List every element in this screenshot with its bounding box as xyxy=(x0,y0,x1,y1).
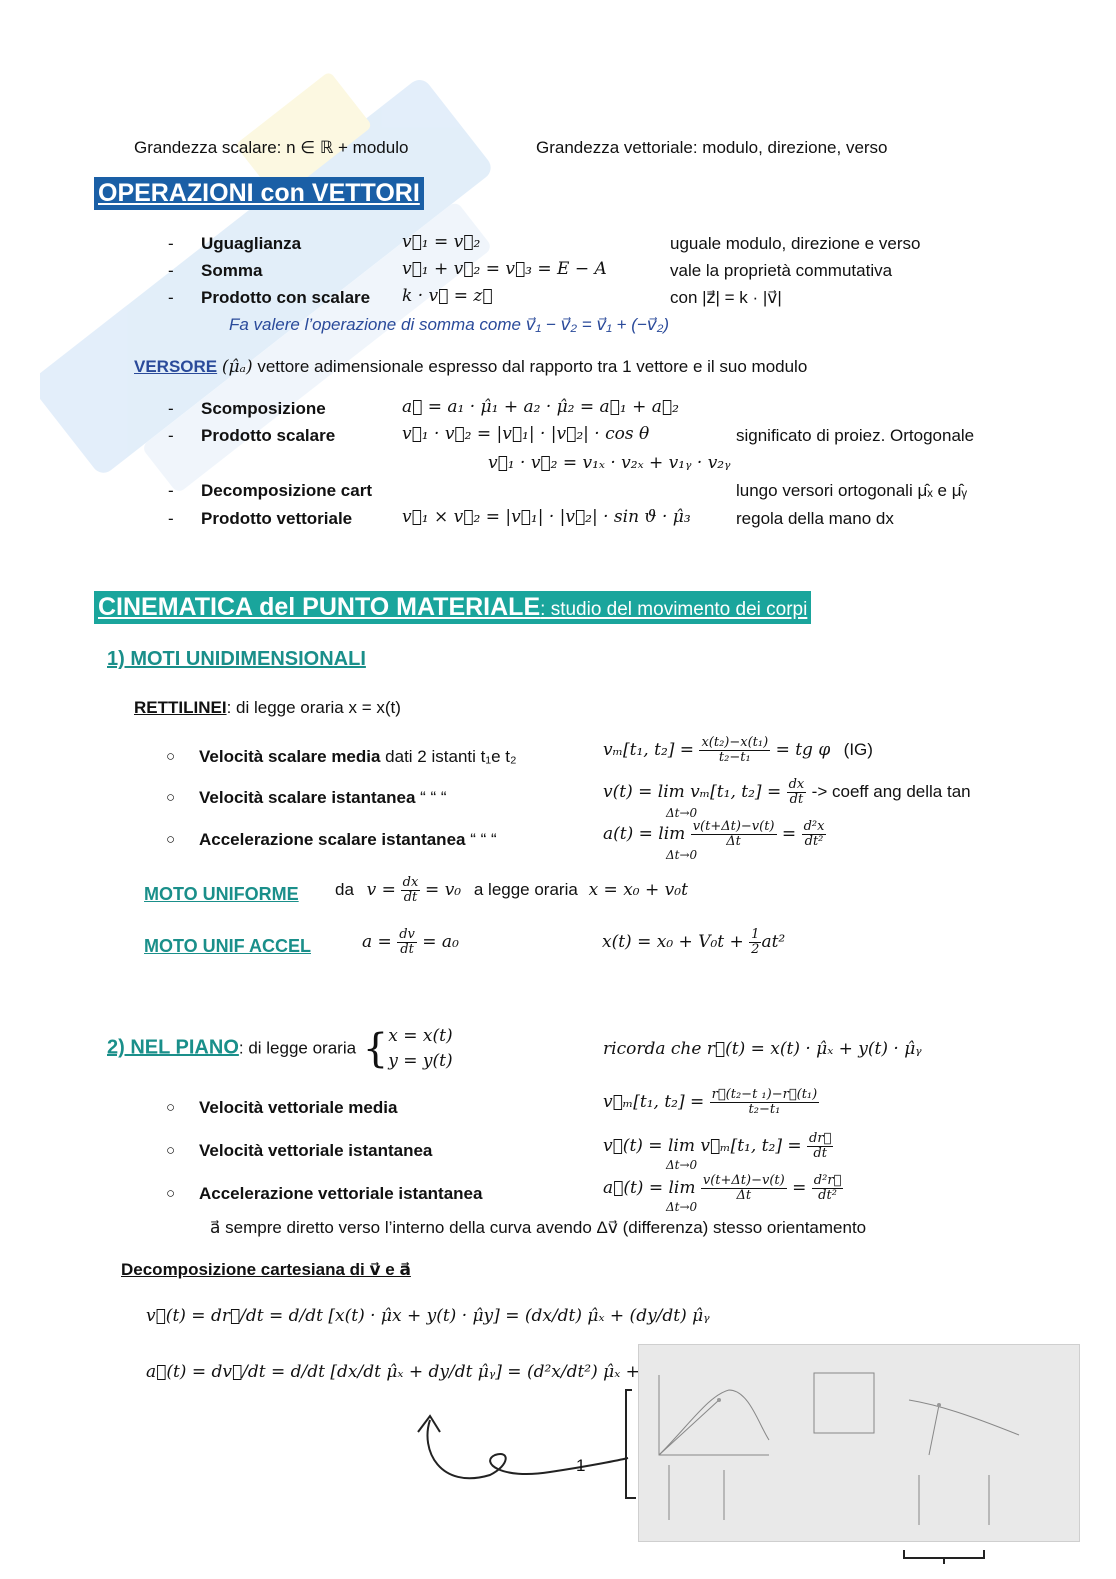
bullet-dash: - xyxy=(168,426,174,445)
acc-vett-ist-label: Accelerazione vettoriale istantanea xyxy=(199,1184,483,1203)
versore-label-prodotto-scalare: Prodotto scalare xyxy=(201,426,336,445)
section-title-operazioni: OPERAZIONI con VETTORI xyxy=(94,177,424,210)
versore-formula-prodotto-vettoriale: v⃗₁ × v⃗₂ = |v⃗₁| · |v⃗₂| · sin ϑ · μ̂₃ xyxy=(402,507,691,527)
fraction-denominator: Δt xyxy=(726,834,741,849)
accelerazione-note: a⃗ sempre diretto verso l’interno della curva avendo Δv⃗ (differenza) stesso orientamento xyxy=(210,1218,867,1237)
formula-lhs: vₘ[t₁, t₂] = xyxy=(603,740,695,760)
versore-desc-prodotto-vettoriale: regola della mano dx xyxy=(736,509,894,528)
fraction-denominator: 2 xyxy=(751,942,760,957)
rettilinei-line xyxy=(134,698,401,718)
acc-scalare-ist-label xyxy=(199,830,497,850)
formula-rhs: = xyxy=(792,1178,807,1198)
decomposizione-title: Decomposizione cartesiana di v⃗ e a⃗ xyxy=(121,1260,411,1279)
limit-subscript: Δt→0 xyxy=(666,1158,698,1172)
system-eq-y: y = y(t) xyxy=(388,1051,453,1071)
formula-rhs: = xyxy=(781,824,797,844)
moto-uniforme-label: MOTO UNIFORME xyxy=(144,884,299,904)
moto-unif-accel-formula xyxy=(362,928,459,957)
bullet-circle: ○ xyxy=(166,748,176,765)
acc-scalare-ist-name: Accelerazione scalare istantanea xyxy=(199,830,466,849)
limit-subscript: Δt→0 xyxy=(666,806,698,820)
versore-line xyxy=(134,357,807,377)
fraction-numerator: d²x xyxy=(803,819,825,834)
vel-scalare-media-formula xyxy=(603,736,873,765)
vel-scalare-ist-name: Velocità scalare istantanea xyxy=(199,788,416,807)
fraction-numerator: dx xyxy=(788,777,805,792)
cinematica-subtitle: : studio del movimento dei corpi xyxy=(540,599,808,620)
op-label-prodotto-scalare: Prodotto con scalare xyxy=(201,288,371,307)
versore-symbol: (μ̂ₐ) xyxy=(221,357,253,377)
vel-scalare-ist-formula xyxy=(603,778,971,807)
vel-scalare-media-extra: dati 2 istanti t₁e t₂ xyxy=(380,747,517,766)
fraction-numerator: dx xyxy=(402,875,419,890)
fraction-denominator: t₂−t₁ xyxy=(718,750,751,765)
cinematica-title: CINEMATICA del PUNTO MATERIALE xyxy=(98,593,541,621)
scalar-definition: Grandezza scalare: n ∈ ℝ + modulo xyxy=(134,138,409,157)
fraction-numerator: x(t₂)−x(t₁) xyxy=(701,735,769,750)
fraction-numerator: v(t+Δt)−v(t) xyxy=(692,819,775,834)
vel-vett-media-formula xyxy=(603,1088,819,1117)
fraction-denominator: dt² xyxy=(804,834,824,849)
bullet-dash: - xyxy=(168,234,174,253)
fraction-numerator: dr⃗ xyxy=(809,1131,832,1146)
vel-scalare-ist-label xyxy=(199,788,447,808)
bullet-circle: ○ xyxy=(166,831,176,848)
versore-text: vettore adimensionale espresso dal rapporto tra 1 vettore e il suo modulo xyxy=(257,357,808,376)
vector-definition: Grandezza vettoriale: modulo, direzione, verso xyxy=(536,138,888,157)
fraction-numerator: v(t+Δt)−v(t) xyxy=(702,1173,785,1188)
law-part-a: x(t) = x₀ + V₀t + xyxy=(602,932,744,952)
versore-desc-decomposizione: lungo versori ortogonali μ̂ₓ e μ̂ᵧ xyxy=(736,481,967,500)
op-label-somma: Somma xyxy=(201,261,263,280)
bullet-dash: - xyxy=(168,261,174,280)
op-desc-prodotto-scalare: con |z⃗| = k · |v⃗| xyxy=(670,288,782,307)
moto-unif-accel-law xyxy=(602,928,785,957)
formula-lhs: v(t) = lim vₘ[t₁, t₂] = xyxy=(603,782,782,802)
ricorda-note: ricorda che r⃗(t) = x(t) · μ̂ₓ + y(t) · μ̂ᵧ xyxy=(603,1039,922,1059)
moti-unidimensionali-title: 1) MOTI UNIDIMENSIONALI xyxy=(107,648,366,670)
legge-oraria-text: a legge oraria xyxy=(473,879,578,899)
acc-vett-ist-formula xyxy=(603,1174,843,1203)
acc-scalare-ist-extra: “ “ “ xyxy=(465,830,497,849)
da-word: da xyxy=(335,879,354,899)
formula-lhs: v⃗ₘ[t₁, t₂] = xyxy=(603,1092,705,1112)
fraction-denominator: dt xyxy=(789,792,804,807)
limit-subscript: Δt→0 xyxy=(666,848,698,862)
moto-uniforme-formula xyxy=(335,876,688,905)
op-desc-somma: vale la proprietà commutativa xyxy=(670,261,893,280)
legge-oraria-formula: x = x₀ + v₀t xyxy=(588,879,688,900)
bullet-dash: - xyxy=(168,399,174,418)
rettilinei-text: : di legge oraria x = x(t) xyxy=(226,698,401,717)
formula-rhs: = tg φ xyxy=(775,740,831,760)
law-part-b: at² xyxy=(761,932,786,952)
nel-piano-text: : di legge oraria xyxy=(238,1038,357,1058)
hand-drawn-arrow xyxy=(400,1380,640,1500)
versore-formula-scomposizione: a⃗ = a₁ · μ̂₁ + a₂ · μ̂₂ = a⃗₁ + a⃗₂ xyxy=(402,397,679,417)
vel-scalare-ist-extra: “ “ “ xyxy=(415,788,447,807)
decomposizione-eq-a: a⃗(t) = dv⃗/dt = d/dt [dx/dt μ̂ₓ + dy/dt μ̂ᵧ] = (d²x/dt²) μ̂ₓ + (d²y/dt²) μ̂ᵧ xyxy=(146,1362,739,1382)
versore-desc-prodotto-scalare: significato di proiez. Ortogonale xyxy=(736,426,975,445)
formula-tail: -> coeff ang della tan xyxy=(811,782,971,801)
fraction-denominator: dt² xyxy=(818,1188,837,1203)
nel-piano-line xyxy=(107,1024,453,1074)
fraction-numerator: d²r⃗ xyxy=(813,1173,842,1188)
bullet-circle: ○ xyxy=(166,789,176,806)
op-formula-prodotto-scalare: k · v⃗ = z⃗ xyxy=(402,286,493,306)
system-brace: { xyxy=(362,1026,389,1072)
formula-rhs: = a₀ xyxy=(422,932,459,952)
bullet-circle: ○ xyxy=(166,1185,176,1202)
formula-lhs: v⃗(t) = lim v⃗ₘ[t₁, t₂] = xyxy=(603,1136,802,1156)
fraction-denominator: Δt xyxy=(736,1188,752,1203)
formula-lhs: a = xyxy=(362,932,392,952)
fraction-numerator: dv xyxy=(399,927,415,942)
limit-subscript: Δt→0 xyxy=(666,1200,698,1214)
versore-formula-prodotto-scalare: v⃗₁ · v⃗₂ = |v⃗₁| · |v⃗₂| · cos θ xyxy=(402,424,650,444)
nel-piano-title: 2) NEL PIANO xyxy=(107,1036,239,1059)
fraction-numerator: r⃗(t₂−t ₁)−r⃗(t₁) xyxy=(711,1087,818,1102)
system-eq-x: x = x(t) xyxy=(388,1026,453,1046)
versore-formula-componenti: v⃗₁ · v⃗₂ = v₁ₓ · v₂ₓ + v₁ᵧ · v₂ᵧ xyxy=(488,453,731,473)
versore-label: VERSORE xyxy=(134,357,218,376)
fraction-denominator: dt xyxy=(403,890,418,905)
formula-lhs: a⃗(t) = lim xyxy=(603,1178,696,1198)
bullet-dash: - xyxy=(168,509,174,528)
versore-label-prodotto-vettoriale: Prodotto vettoriale xyxy=(201,509,353,528)
bullet-dash: - xyxy=(168,481,174,500)
fraction-denominator: dt xyxy=(813,1146,827,1161)
bullet-circle: ○ xyxy=(166,1099,176,1116)
vel-vett-ist-label: Velocità vettoriale istantanea xyxy=(199,1141,433,1160)
bullet-circle: ○ xyxy=(166,1142,176,1159)
vel-scalare-media-label xyxy=(199,747,517,767)
vel-scalare-media-name: Velocità scalare media xyxy=(199,747,381,766)
bracket-mark xyxy=(900,1548,990,1564)
formula-lhs: v = xyxy=(366,879,396,900)
formula-lhs: a(t) = lim xyxy=(603,824,686,844)
formula-tail: (IG) xyxy=(843,740,873,759)
versore-label-decomposizione: Decomposizione cart xyxy=(201,481,372,500)
fraction-denominator: dt xyxy=(400,942,414,957)
section-title-cinematica xyxy=(94,591,811,624)
op-formula-somma: v⃗₁ + v⃗₂ = v⃗₃ = E − A xyxy=(402,259,607,279)
rettilinei-label: RETTILINEI xyxy=(134,698,227,717)
fraction-numerator: 1 xyxy=(751,927,760,942)
acc-scalare-ist-formula xyxy=(603,820,826,849)
formula-rhs: = v₀ xyxy=(425,879,462,900)
handwritten-notes-photo xyxy=(638,1344,1080,1542)
somma-note: Fa valere l’operazione di somma come v⃗₁ − v⃗₂ = v⃗₁ + (−v⃗₂) xyxy=(229,315,669,334)
op-desc-uguaglianza: uguale modulo, direzione e verso xyxy=(670,234,921,253)
page-number: 1 xyxy=(576,1456,586,1475)
decomposizione-eq-v: v⃗(t) = dr⃗/dt = d/dt [x(t) · μ̂x + y(t) · μ̂y] = (dx/dt) μ̂ₓ + (dy/dt) μ̂ᵧ xyxy=(146,1306,710,1326)
op-formula-uguaglianza: v⃗₁ = v⃗₂ xyxy=(402,232,481,252)
bullet-dash: - xyxy=(168,288,174,307)
versore-label-scomposizione: Scomposizione xyxy=(201,399,326,418)
moto-unif-accel-label: MOTO UNIF ACCEL xyxy=(144,936,311,956)
op-label-uguaglianza: Uguaglianza xyxy=(201,234,302,253)
fraction-denominator: t₂−t₁ xyxy=(748,1102,781,1117)
vel-vett-ist-formula xyxy=(603,1132,833,1161)
vel-vett-media-label: Velocità vettoriale media xyxy=(199,1098,398,1117)
